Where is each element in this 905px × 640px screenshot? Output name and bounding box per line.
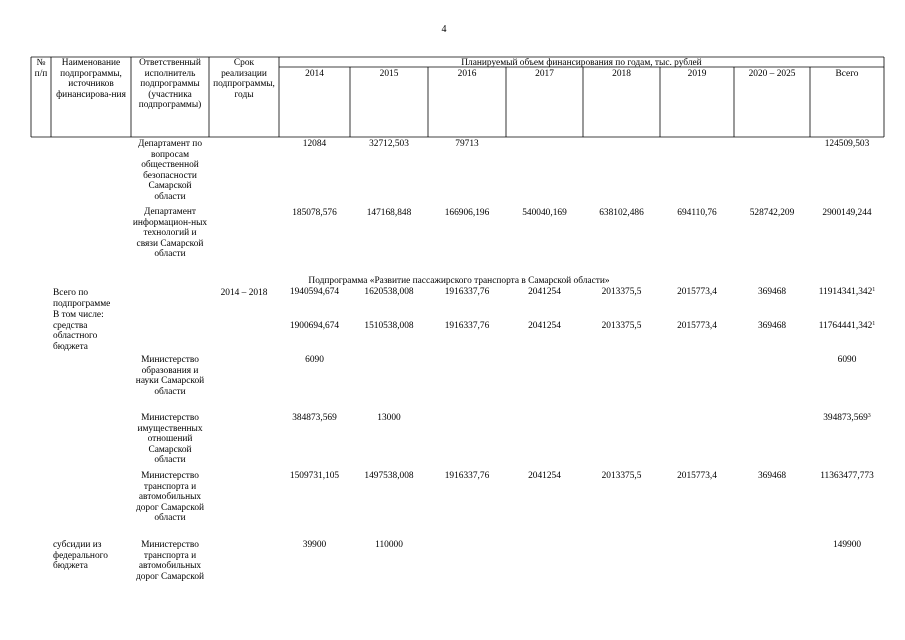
value-cell: 1510538,008 xyxy=(364,321,414,331)
value-cell: 32712,503 xyxy=(369,139,409,149)
value-cell: 1916337,76 xyxy=(444,287,490,297)
value-cell: 185078,576 xyxy=(292,208,337,218)
value-cell: 1497538,008 xyxy=(364,471,414,481)
term-cell: 2014 – 2018 xyxy=(220,288,268,298)
total-value: 11914341,342 xyxy=(818,287,873,297)
header-total: Всего xyxy=(835,69,859,79)
footnote-mark: 1 xyxy=(872,321,876,327)
header-year: 2018 xyxy=(612,69,631,79)
value-cell: 540040,169 xyxy=(522,208,567,218)
total-value: 11764441,342 xyxy=(818,321,873,331)
value-cell: 2041254 xyxy=(528,287,561,297)
responsible-cell: Министерство транспорта и автомобильных дорог Самарской xyxy=(135,540,205,582)
total-cell: 124509,503 xyxy=(824,139,870,149)
header-year: 2019 xyxy=(687,69,707,79)
total-cell: 149900 xyxy=(832,540,862,550)
value-cell: 13000 xyxy=(377,413,401,423)
value-cell: 369468 xyxy=(757,321,787,331)
value-cell: 384873,569 xyxy=(292,413,337,423)
header-year: 2015 xyxy=(379,69,399,79)
value-cell: 2041254 xyxy=(528,471,561,481)
total-cell: 2900149,244 xyxy=(822,208,872,218)
value-cell: 1620538,008 xyxy=(364,287,414,297)
header-year: 2017 xyxy=(535,69,554,79)
total-cell xyxy=(810,321,884,332)
value-cell: 12084 xyxy=(302,139,327,149)
header-responsible: Ответственный исполнитель подпрограммы (участника подпрограммы) xyxy=(138,58,202,111)
row-name: субсидии из федерального бюджета xyxy=(53,540,108,572)
value-cell: 638102,486 xyxy=(599,208,644,218)
footnote-mark: 1 xyxy=(872,287,876,293)
total-value: 394873,569 xyxy=(823,413,868,423)
total-cell: 11363477,773 xyxy=(820,471,874,481)
responsible-cell: Департамент по вопросам общественной безопасности Самарской области xyxy=(137,139,203,202)
responsible-cell: Министерство образования и науки Самарской области xyxy=(135,355,205,397)
header-year: 2014 xyxy=(305,69,324,79)
header-number: № п/п xyxy=(34,58,48,79)
value-cell: 2013375,5 xyxy=(601,287,642,297)
value-cell: 39900 xyxy=(302,540,327,550)
value-cell: 2041254 xyxy=(528,321,561,331)
value-cell: 1509731,105 xyxy=(289,471,340,481)
value-cell: 369468 xyxy=(757,287,787,297)
value-cell: 694110,76 xyxy=(677,208,717,218)
responsible-cell: Министерство имущественных отношений Самарской области xyxy=(137,413,203,466)
value-cell: 2013375,5 xyxy=(601,471,642,481)
footnote-mark: 3 xyxy=(867,413,871,419)
value-cell: 147168,848 xyxy=(366,208,412,218)
total-cell xyxy=(810,287,884,298)
responsible-cell: Министерство транспорта и автомобильных дорог Самарской области xyxy=(135,471,205,524)
row-name: В том числе: средства областного бюджета xyxy=(53,310,104,352)
subprogram-title: Подпрограмма «Развитие пассажирского транспорта в Самарской области» xyxy=(308,276,610,286)
value-cell: 166906,196 xyxy=(444,208,490,218)
value-cell: 110000 xyxy=(375,540,403,550)
header-year: 2016 xyxy=(457,69,477,79)
value-cell: 369468 xyxy=(757,471,787,481)
value-cell: 1900694,674 xyxy=(289,321,340,331)
header-name: Наименование подпрограммы, источников финансирова-ния xyxy=(56,58,126,100)
value-cell: 1916337,76 xyxy=(444,321,490,331)
responsible-cell: Департамент информацион-ных технологий и связи Самарской области xyxy=(132,207,208,260)
value-cell: 2015773,4 xyxy=(677,287,717,297)
page-number: 4 xyxy=(441,24,447,35)
value-cell: 2013375,5 xyxy=(601,321,642,331)
value-cell: 1916337,76 xyxy=(444,471,490,481)
header-term: Срок реализации подпрограммы, годы xyxy=(213,58,275,100)
total-cell: 6090 xyxy=(837,355,857,365)
value-cell: 1940594,674 xyxy=(289,287,340,297)
value-cell: 2015773,4 xyxy=(677,471,717,481)
value-cell: 79713 xyxy=(455,139,479,149)
value-cell: 528742,209 xyxy=(749,208,795,218)
header-year: 2020 – 2025 xyxy=(748,69,796,79)
value-cell: 6090 xyxy=(305,355,324,365)
total-cell xyxy=(810,413,884,424)
row-name: Всего по подпрограмме xyxy=(53,288,111,309)
header-funding-title: Планируемый объем финансирования по годам, тыс. рублей xyxy=(461,58,702,68)
value-cell: 2015773,4 xyxy=(677,321,717,331)
